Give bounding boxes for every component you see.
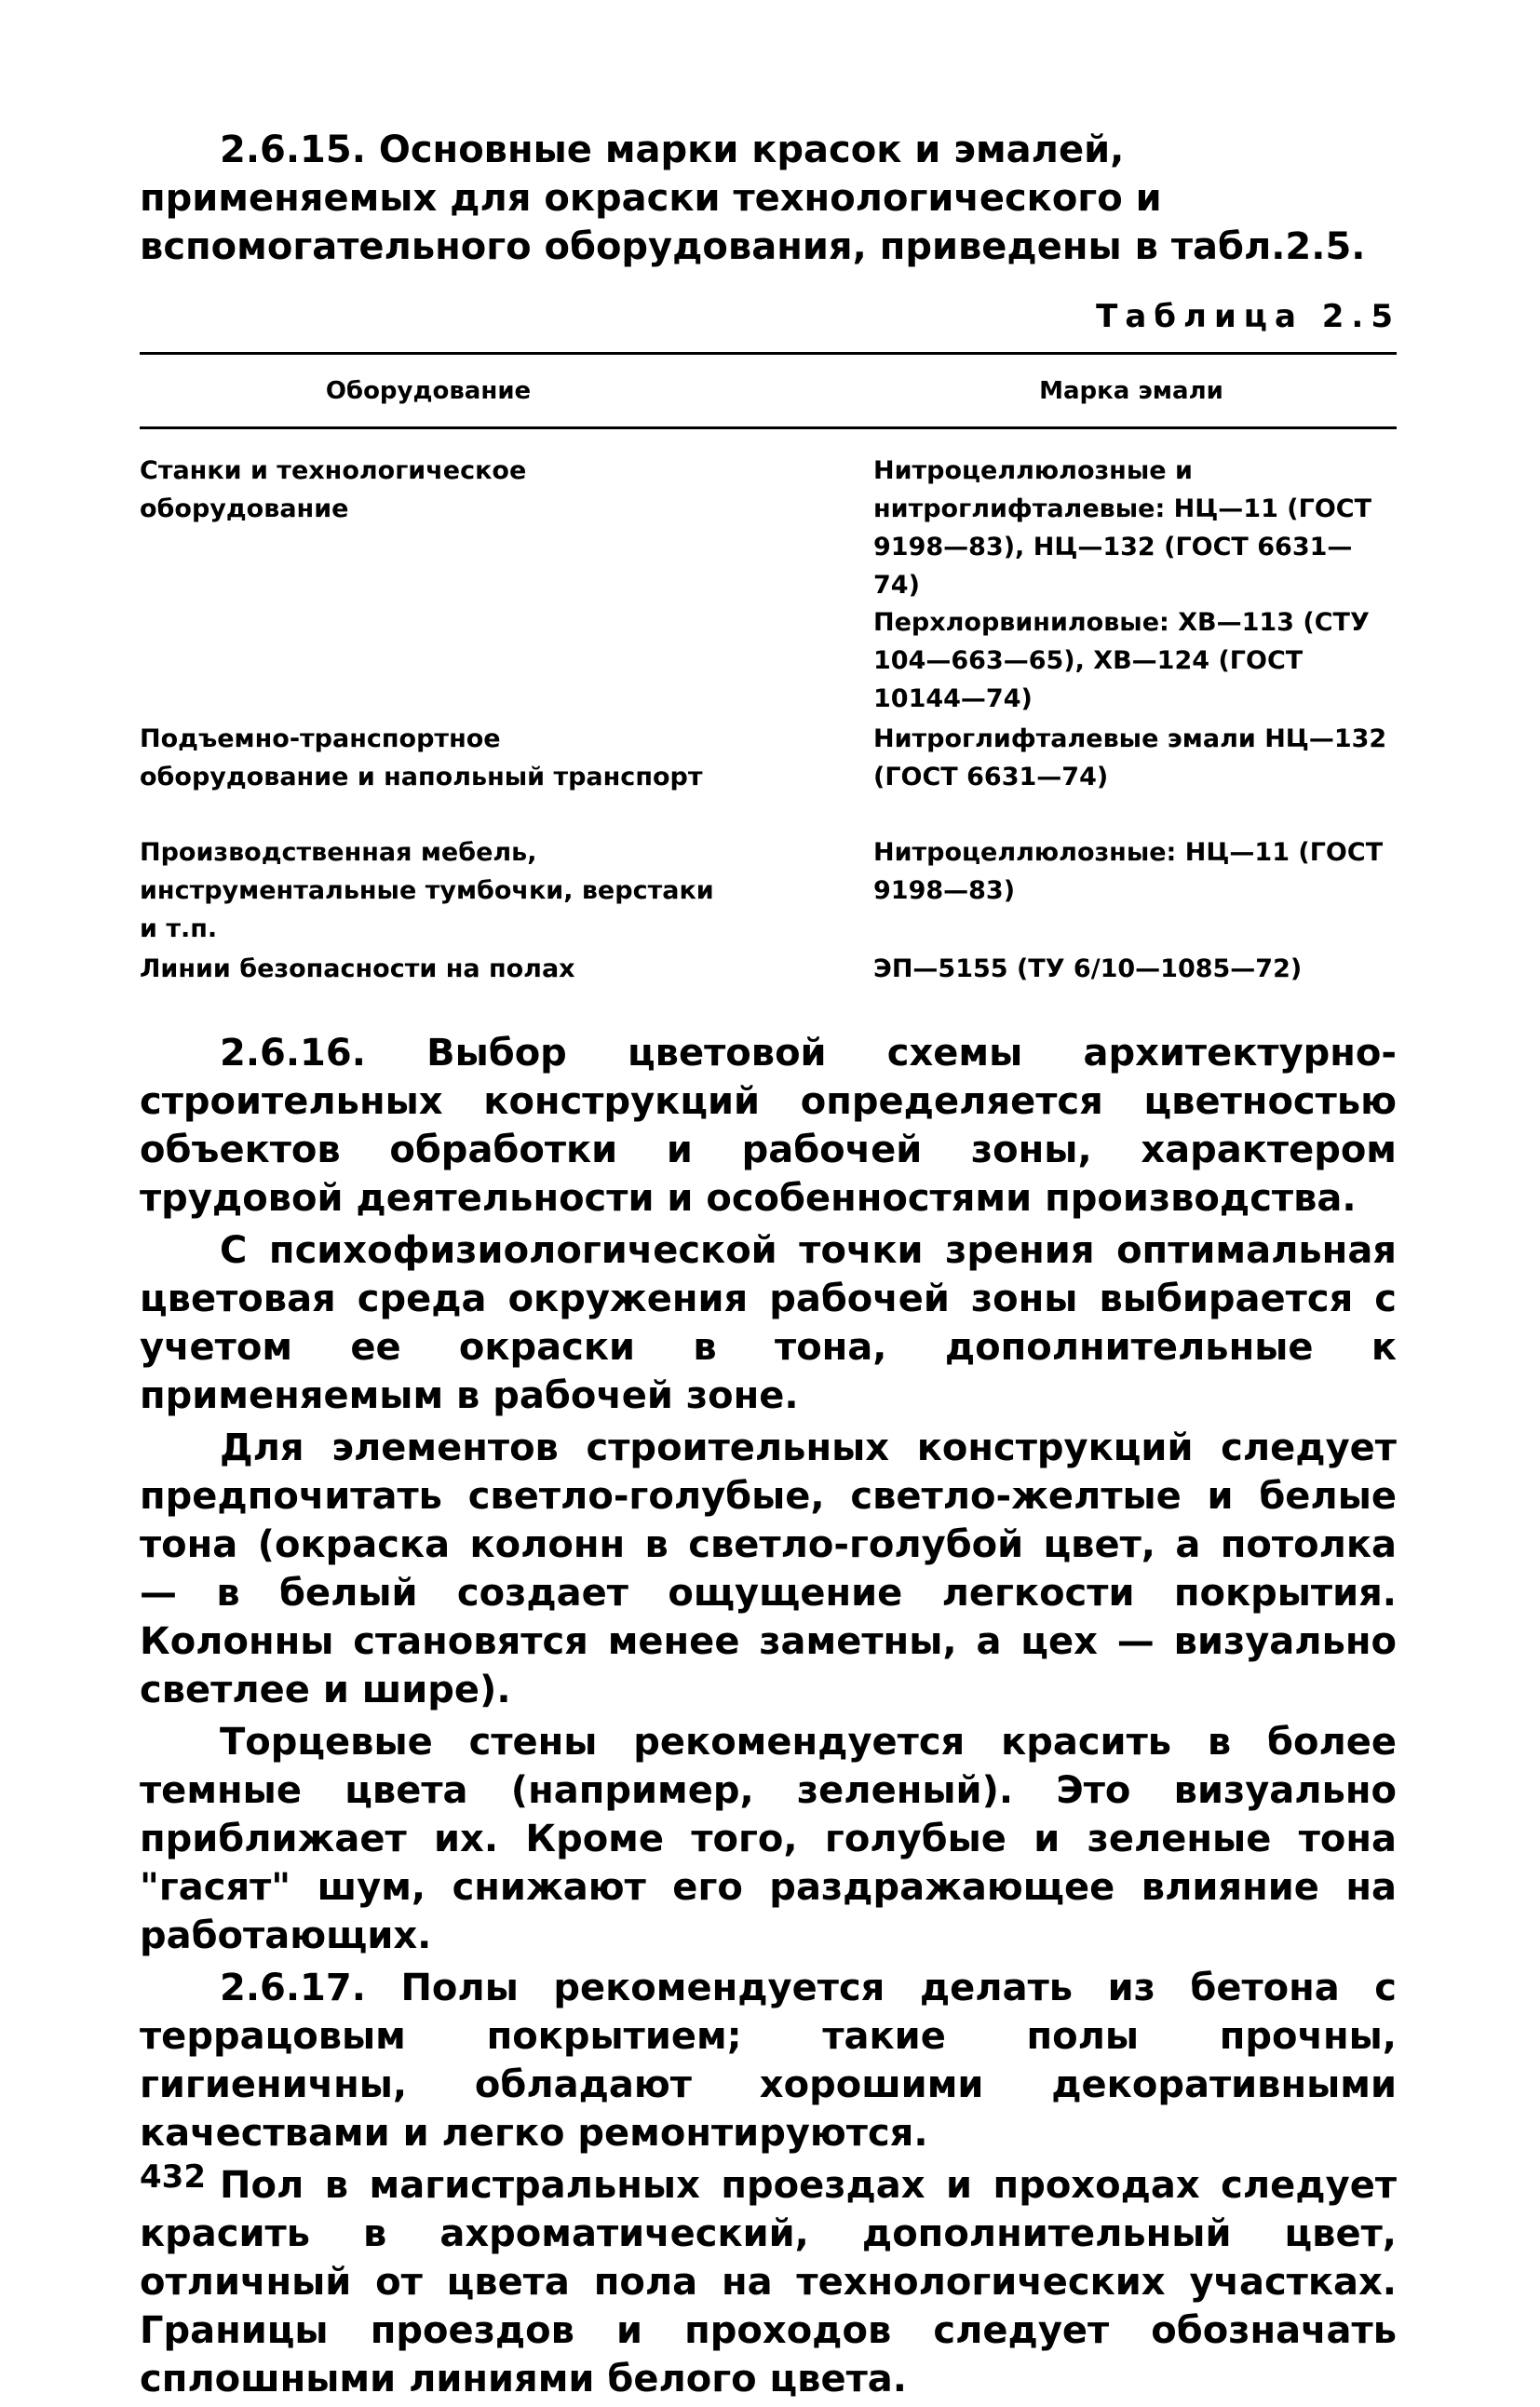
intro-paragraph: 2.6.15. Основные марки красок и эмалей, применяемых для окраски технологического и вспомогательного оборудования, приведены в табл.2.5. — [140, 128, 1366, 268]
header-enamel: Марка эмали — [1039, 377, 1223, 405]
paragraph-floor-paint: Пол в магистральных проездах и проходах следует красить в ахроматический, дополнительный цвет, отличный от цвета пола на технологических участках. Границы проездов и проходов следует обозначать сплошными линиями белого цвета. — [140, 2164, 1397, 2400]
cell-enamel: Нитроцеллюлозные: НЦ—11 (ГОСТ 9198—83) — [873, 838, 1384, 905]
paragraph-psychophysiology: С психофизиологической точки зрения оптимальная цветовая среда окружения рабочей зоны выбирается с учетом ее окраски в тона, дополнительные к применяемым в рабочей зоне. — [140, 1229, 1397, 1417]
table-header-rule — [140, 426, 1397, 429]
cell-equipment: Станки и технологическое оборудование — [140, 456, 527, 523]
table-header — [140, 368, 1397, 414]
cell-enamel: Перхлорвиниловые: ХВ—113 (СТУ 104—663—65), ХВ—124 (ГОСТ 10144—74) — [873, 608, 1370, 713]
cell-enamel: Нитроглифталевые эмали НЦ—132 (ГОСТ 6631—74) — [873, 724, 1387, 791]
header-equipment: Оборудование — [325, 377, 532, 405]
table-top-rule — [140, 352, 1397, 355]
paragraph-2-6-16: 2.6.16. Выбор цветовой схемы архитектурно-строительных конструкций определяется цветностью объектов обработки и рабочей зоны, характером трудовой деятельности и особенностями производства. — [140, 1032, 1397, 1220]
cell-equipment: Линии безопасности на полах — [140, 954, 575, 983]
cell-equipment: Подъемно-транспортное оборудование и напольный транспорт — [140, 724, 703, 791]
body-text — [140, 1029, 1397, 2407]
cell-equipment: Производственная мебель, инструментальные тумбочки, верстаки и т.п. — [140, 838, 714, 943]
paragraph-2-6-17: 2.6.17. Полы рекомендуется делать из бетона с террацовым покрытием; такие полы прочны, гигиеничны, обладают хорошими декоративными качествами и легко ремонтируются. — [140, 1967, 1397, 2155]
cell-enamel: Нитроцеллюлозные и нитроглифталевые: НЦ—11 (ГОСТ 9198—83), НЦ—132 (ГОСТ 6631—74) — [873, 456, 1372, 600]
table-caption: Таблица 2.5 — [1096, 298, 1400, 335]
paragraph-structural-colors: Для элементов строительных конструкций следует предпочитать светло-голубые, светло-желтые и белые тона (окраска колонн в светло-голубой цвет, а потолка — в белый создает ощущение легкости покрытия. Колонны становятся менее заметны, а цех — визуально светлее и шире). — [140, 1427, 1397, 1711]
page-number: 432 — [140, 2158, 206, 2196]
paragraph-end-walls: Торцевые стены рекомендуется красить в более темные цвета (например, зеленый). Это визуально приближает их. Кроме того, голубые и зеленые тона "гасят" шум, снижают его раздражающее влияние на работающих. — [140, 1721, 1397, 1957]
cell-enamel: ЭП—5155 (ТУ 6/10—1085—72) — [873, 954, 1303, 983]
